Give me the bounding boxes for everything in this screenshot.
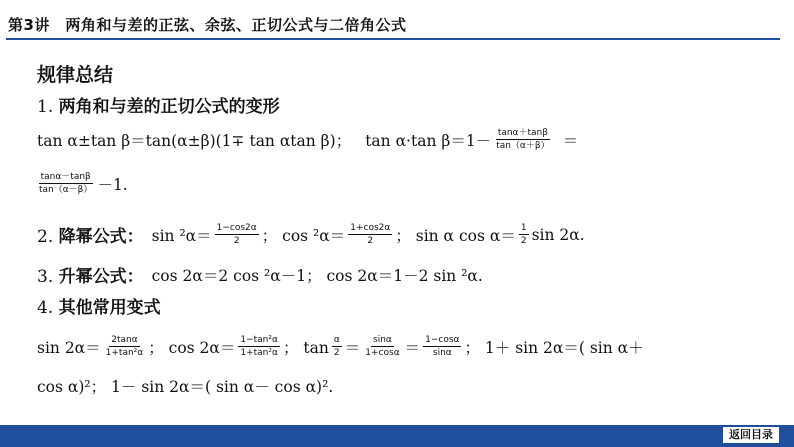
section-number: 2. — [37, 227, 59, 247]
numerator: 1−cos2α — [215, 223, 259, 235]
formula-text: ； tan — [282, 338, 329, 357]
formula-text: ＝ — [562, 131, 579, 150]
numerator: α — [332, 335, 342, 347]
denominator: 1+cosα — [365, 348, 400, 359]
lesson-title: 第3讲 两角和与差的正弦、余弦、正切公式与二倍角公式 — [8, 16, 407, 34]
formula-power-reduction — [37, 222, 585, 247]
section-2-heading — [37, 222, 144, 247]
numerator: 1 — [519, 223, 529, 235]
formula-other-variants-line1 — [37, 335, 644, 359]
section-number: 3. — [37, 267, 59, 287]
fraction — [215, 223, 259, 247]
numerator: 1−cosα — [423, 335, 461, 347]
formula-text: ； 1＋ sin 2α＝( sin α＋ — [464, 338, 644, 357]
summary-heading: 规律总结 — [37, 64, 114, 86]
fraction — [494, 128, 551, 152]
section-1-heading — [37, 92, 280, 117]
formula-text: cos 2α＝2 cos ²α－1； cos 2α＝1－2 sin ²α. — [151, 266, 483, 285]
formula-power-raising — [37, 262, 483, 287]
numerator: tanα－tanβ — [39, 172, 93, 184]
formula-text: ； sin α cos α＝ — [395, 226, 516, 245]
return-to-contents-button[interactable]: 返回目录 — [722, 426, 780, 444]
denominator: 2 — [233, 236, 240, 246]
section-4-heading — [37, 293, 161, 318]
formula-text: tan α±tan β＝tan(α±β)(1∓ tan αtan β)； — [37, 131, 352, 150]
fraction — [238, 335, 280, 359]
denominator: sinα — [432, 348, 452, 359]
fraction — [348, 223, 392, 247]
denominator: 2 — [367, 236, 374, 246]
formula-other-variants-line2 — [37, 375, 333, 397]
numerator: 2tanα — [109, 335, 139, 347]
formula-text: ＝ — [344, 338, 361, 357]
numerator: tanα＋tanβ — [496, 128, 550, 140]
fraction — [37, 172, 94, 196]
formula-text: sin ²α＝ — [151, 226, 212, 245]
section-number: 1. — [37, 97, 59, 117]
section-title: 其他常用变式 — [58, 298, 161, 318]
formula-text: tan α·tan β＝1－ — [365, 131, 492, 150]
formula-tan-transform-line1 — [37, 128, 578, 152]
formula-text: －1. — [97, 175, 128, 194]
fraction — [332, 335, 342, 359]
fraction — [423, 335, 461, 359]
formula-text: ＝ — [404, 338, 421, 357]
denominator: 1+tan²α — [105, 348, 144, 359]
section-3-heading — [37, 262, 144, 287]
formula-text: ； cos ²α＝ — [261, 226, 346, 245]
fraction — [363, 335, 401, 359]
formula-tan-transform-line2 — [37, 172, 128, 196]
formula-text: sin 2α＝ — [37, 338, 101, 357]
denominator: 2 — [520, 236, 527, 246]
denominator: tan（α－β） — [39, 185, 93, 196]
denominator: 2 — [333, 348, 340, 359]
section-number: 4. — [37, 298, 59, 318]
formula-text: sin 2α. — [531, 225, 585, 244]
header-divider — [6, 38, 780, 40]
numerator: 1−tan²α — [238, 335, 280, 347]
numerator: sinα — [371, 335, 394, 347]
fraction — [519, 223, 529, 247]
footer-bar — [0, 425, 794, 447]
numerator: 1+cos2α — [348, 223, 392, 235]
section-title: 降幂公式： — [58, 227, 144, 247]
section-title: 升幂公式： — [58, 267, 144, 287]
formula-text: cos α)²； 1－ sin 2α＝( sin α－ cos α)². — [37, 378, 334, 396]
denominator: 1+tan²α — [240, 348, 278, 359]
section-title: 两角和与差的正切公式的变形 — [58, 97, 280, 117]
header — [0, 0, 794, 46]
denominator: tan（α＋β） — [496, 141, 550, 152]
fraction — [104, 335, 146, 359]
formula-text: ； cos 2α＝ — [148, 338, 236, 357]
